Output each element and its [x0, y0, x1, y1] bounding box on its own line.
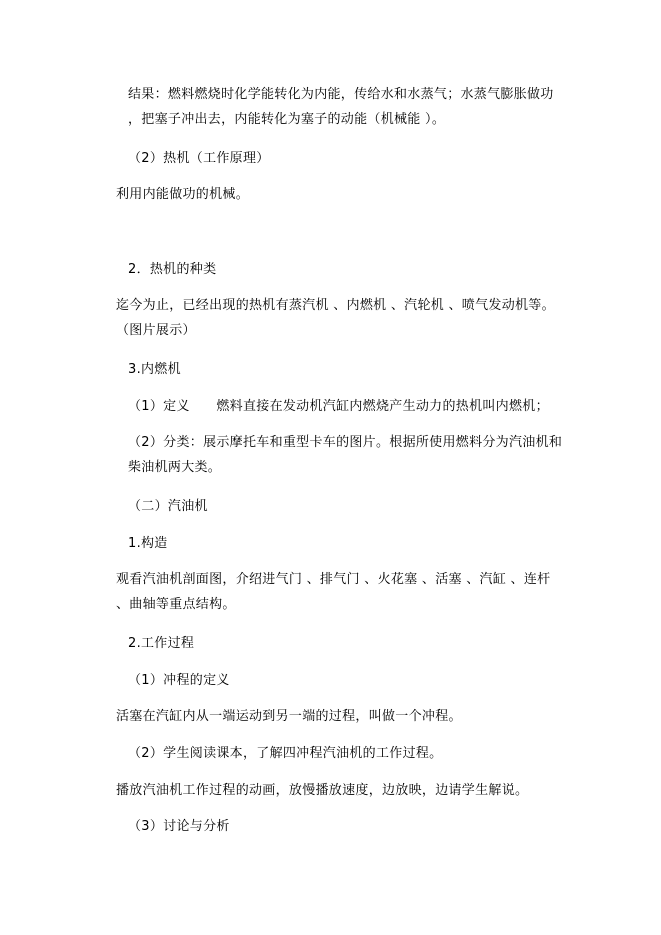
paragraph-heat-engine-types-heading: 2．热机的种类 [128, 262, 217, 277]
paragraph-classification: （2）分类：展示摩托车和重型卡车的图片。根据所使用燃料分为汽油机和柴油机两大类。 [128, 435, 563, 475]
paragraph-heat-engine-definition: 利用内能做功的机械。 [116, 187, 250, 202]
paragraph-structure: 观看汽油机剖面图，介绍进气门 、排气门 、火花塞 、活塞 、汽缸 、连杆 、曲轴等重点结构。 [116, 572, 551, 612]
paragraph-stroke-definition: 活塞在汽缸内从一端运动到另一端的过程，叫做一个冲程。 [116, 709, 462, 724]
paragraph-definition: （1）定义 燃料直接在发动机汽缸内燃烧产生动力的热机叫内燃机； [128, 399, 549, 414]
paragraph-stroke-definition-heading: （1）冲程的定义 [128, 673, 230, 688]
paragraph-structure-heading: 1.构造 [128, 536, 168, 551]
paragraph-reading-task: （2）学生阅读课本，了解四冲程汽油机的工作过程。 [128, 746, 443, 761]
paragraph-gasoline-engine-heading: （二）汽油机 [128, 499, 208, 514]
paragraph-working-process-heading: 2.工作过程 [128, 636, 195, 651]
paragraph-heat-engine-types: 迄今为止，已经出现的热机有蒸汽机 、内燃机 、汽轮机 、喷气发动机等。（图片展示） [116, 298, 555, 338]
paragraph-animation: 播放汽油机工作过程的动画，放慢播放速度，边放映，边请学生解说。 [116, 783, 529, 798]
paragraph-result: 结果：燃料燃烧时化学能转化为内能，传给水和水蒸气；水蒸气膨胀做功 ，把塞子冲出去，内能转化为塞子的动能（机械能 ）。 [128, 87, 554, 127]
paragraph-discussion-heading: （3）讨论与分析 [128, 819, 230, 834]
paragraph-internal-combustion-heading: 3.内燃机 [128, 362, 181, 377]
paragraph-heat-engine-heading: （2）热机（工作原理） [128, 151, 270, 166]
